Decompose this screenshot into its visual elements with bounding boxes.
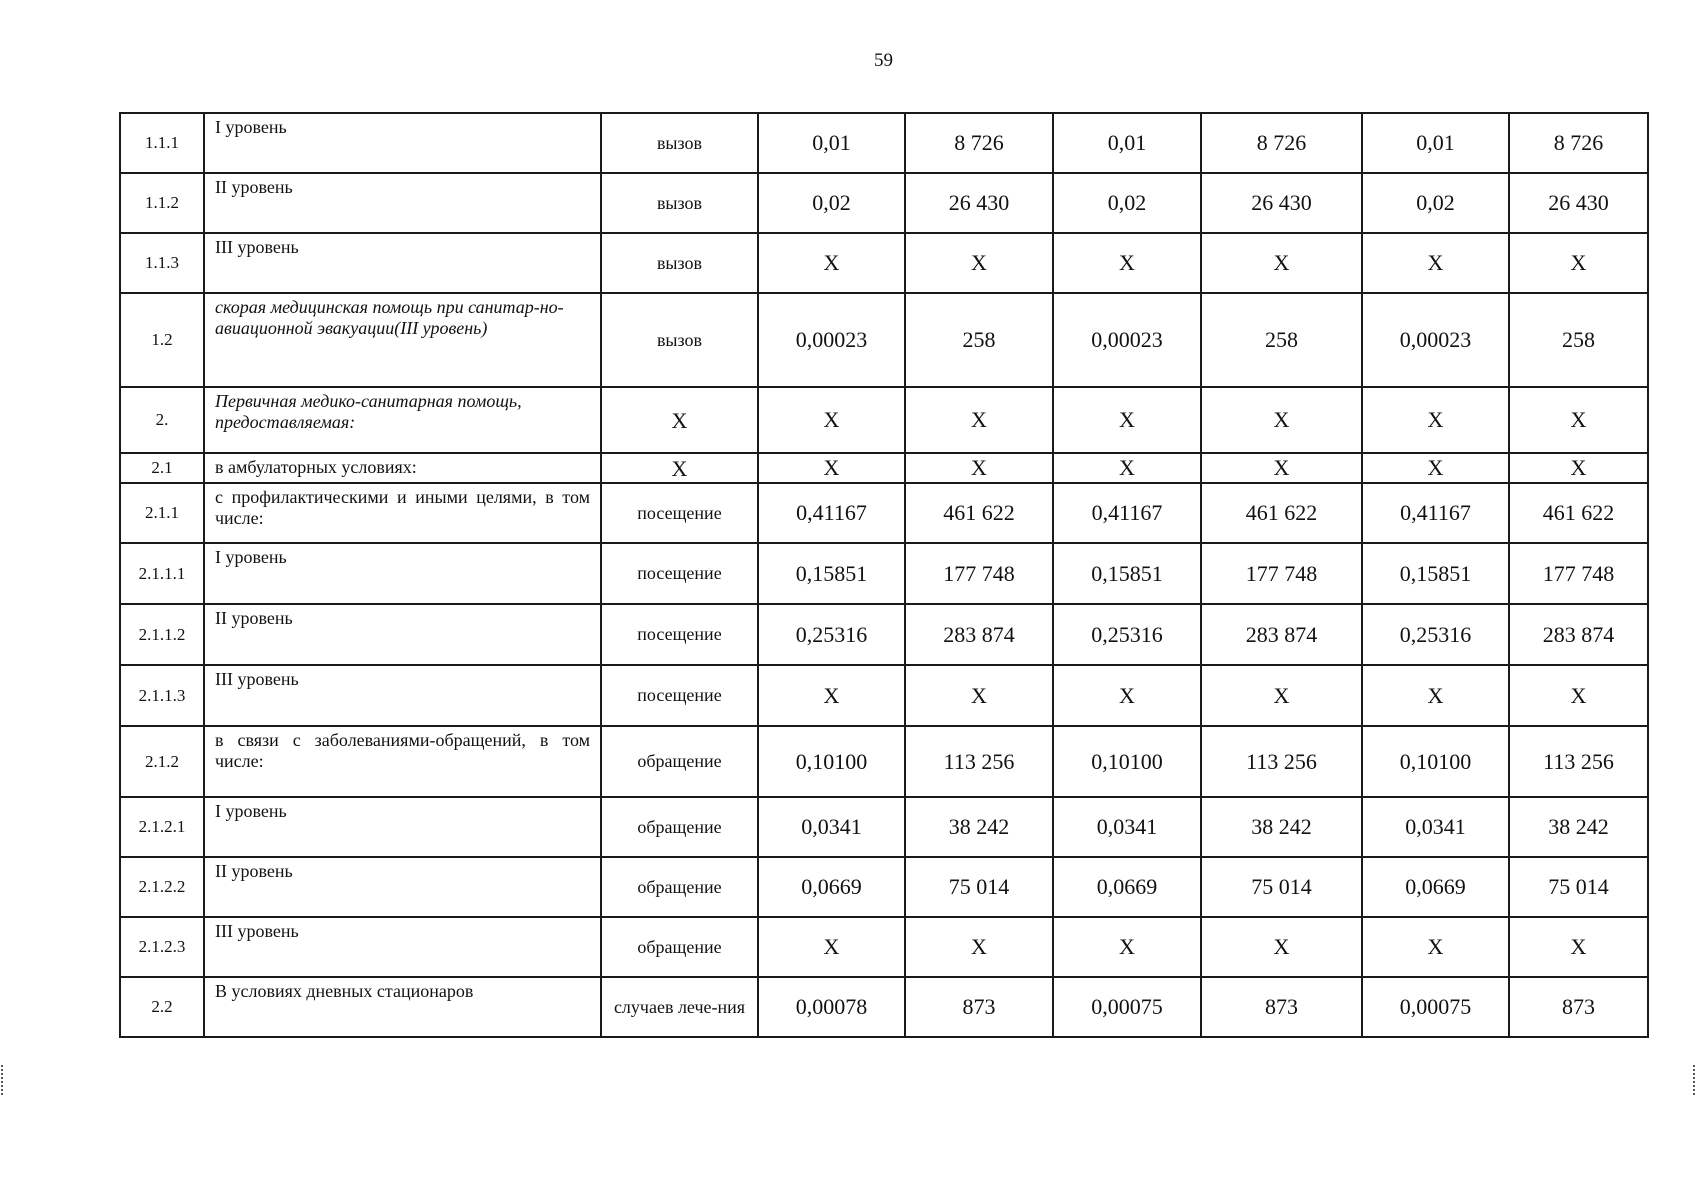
value-cell: 873 xyxy=(1201,977,1362,1037)
value-cell: 0,10100 xyxy=(1053,726,1201,797)
value-cell: 8 726 xyxy=(905,113,1053,173)
row-unit: случаев лече-ния xyxy=(601,977,758,1037)
value-cell: X xyxy=(1201,387,1362,453)
value-cell: X xyxy=(758,453,905,483)
value-cell: 177 748 xyxy=(1201,543,1362,604)
value-cell: X xyxy=(758,387,905,453)
value-cell: 0,41167 xyxy=(758,483,905,543)
table-row xyxy=(120,665,1648,726)
value-cell: X xyxy=(1362,453,1509,483)
value-cell: 0,41167 xyxy=(1053,483,1201,543)
table-row xyxy=(120,293,1648,387)
row-number: 2.2 xyxy=(120,977,204,1037)
row-unit: посещение xyxy=(601,483,758,543)
value-cell: 0,10100 xyxy=(758,726,905,797)
value-cell: X xyxy=(1201,233,1362,293)
value-cell: X xyxy=(1362,917,1509,977)
value-cell: X xyxy=(1201,917,1362,977)
table-row xyxy=(120,173,1648,233)
row-name: скорая медицинская помощь при санитар-но-авиационной эвакуации(III уровень) xyxy=(204,293,601,387)
table-row xyxy=(120,726,1648,797)
row-name: I уровень xyxy=(204,797,601,857)
value-cell: 177 748 xyxy=(1509,543,1648,604)
value-cell: 26 430 xyxy=(905,173,1053,233)
value-cell: 258 xyxy=(905,293,1053,387)
row-unit: X xyxy=(601,387,758,453)
data-table xyxy=(119,112,1649,1038)
value-cell: X xyxy=(1053,917,1201,977)
value-cell: X xyxy=(1509,917,1648,977)
value-cell: 8 726 xyxy=(1509,113,1648,173)
row-name: в связи с заболеваниями-обращений, в том числе: xyxy=(204,726,601,797)
value-cell: 0,00023 xyxy=(1053,293,1201,387)
row-unit: вызов xyxy=(601,173,758,233)
value-cell: 0,00023 xyxy=(1362,293,1509,387)
row-name: в амбулаторных условиях: xyxy=(204,453,601,483)
row-unit: X xyxy=(601,453,758,483)
value-cell: 0,00075 xyxy=(1362,977,1509,1037)
table-row xyxy=(120,917,1648,977)
value-cell: X xyxy=(1053,387,1201,453)
table-row xyxy=(120,233,1648,293)
row-number: 2.1.2.2 xyxy=(120,857,204,917)
value-cell: 75 014 xyxy=(905,857,1053,917)
value-cell: 283 874 xyxy=(1201,604,1362,665)
value-cell: 0,02 xyxy=(1362,173,1509,233)
row-number: 2.1.2.3 xyxy=(120,917,204,977)
value-cell: X xyxy=(1053,233,1201,293)
row-number: 2.1.2.1 xyxy=(120,797,204,857)
row-number: 2.1.1 xyxy=(120,483,204,543)
value-cell: 258 xyxy=(1201,293,1362,387)
row-unit: посещение xyxy=(601,604,758,665)
value-cell: X xyxy=(905,387,1053,453)
row-name: В условиях дневных стационаров xyxy=(204,977,601,1037)
row-number: 2.1.1.1 xyxy=(120,543,204,604)
value-cell: 26 430 xyxy=(1509,173,1648,233)
value-cell: 0,15851 xyxy=(1053,543,1201,604)
row-name: III уровень xyxy=(204,233,601,293)
row-unit: вызов xyxy=(601,233,758,293)
value-cell: X xyxy=(758,917,905,977)
value-cell: 0,0669 xyxy=(1362,857,1509,917)
value-cell: 0,01 xyxy=(1053,113,1201,173)
value-cell: X xyxy=(1201,453,1362,483)
row-name: II уровень xyxy=(204,173,601,233)
value-cell: X xyxy=(1509,665,1648,726)
value-cell: 177 748 xyxy=(905,543,1053,604)
value-cell: X xyxy=(905,233,1053,293)
row-number: 1.1.3 xyxy=(120,233,204,293)
row-unit: вызов xyxy=(601,293,758,387)
row-number: 1.2 xyxy=(120,293,204,387)
value-cell: 0,02 xyxy=(1053,173,1201,233)
value-cell: 0,25316 xyxy=(758,604,905,665)
value-cell: 283 874 xyxy=(905,604,1053,665)
value-cell: X xyxy=(1053,453,1201,483)
value-cell: X xyxy=(905,453,1053,483)
value-cell: 461 622 xyxy=(1201,483,1362,543)
value-cell: 75 014 xyxy=(1201,857,1362,917)
value-cell: 873 xyxy=(905,977,1053,1037)
table-row xyxy=(120,977,1648,1037)
row-name: I уровень xyxy=(204,113,601,173)
value-cell: X xyxy=(1362,387,1509,453)
row-number: 1.1.2 xyxy=(120,173,204,233)
value-cell: 113 256 xyxy=(905,726,1053,797)
value-cell: 0,0341 xyxy=(1053,797,1201,857)
value-cell: 0,02 xyxy=(758,173,905,233)
value-cell: 283 874 xyxy=(1509,604,1648,665)
value-cell: X xyxy=(758,665,905,726)
row-unit: посещение xyxy=(601,543,758,604)
value-cell: 461 622 xyxy=(1509,483,1648,543)
value-cell: 0,15851 xyxy=(758,543,905,604)
row-unit: обращение xyxy=(601,917,758,977)
value-cell: 0,01 xyxy=(758,113,905,173)
row-number: 1.1.1 xyxy=(120,113,204,173)
value-cell: 0,0341 xyxy=(758,797,905,857)
table-row xyxy=(120,453,1648,483)
value-cell: X xyxy=(905,665,1053,726)
value-cell: 461 622 xyxy=(905,483,1053,543)
value-cell: X xyxy=(1362,665,1509,726)
value-cell: 0,01 xyxy=(1362,113,1509,173)
value-cell: 873 xyxy=(1509,977,1648,1037)
value-cell: X xyxy=(1053,665,1201,726)
row-number: 2.1.1.2 xyxy=(120,604,204,665)
row-name: Первичная медико-санитарная помощь, предоставляемая: xyxy=(204,387,601,453)
right-margin-mark xyxy=(1693,1065,1697,1095)
row-name: I уровень xyxy=(204,543,601,604)
value-cell: X xyxy=(1201,665,1362,726)
row-unit: вызов xyxy=(601,113,758,173)
value-cell: 0,00075 xyxy=(1053,977,1201,1037)
value-cell: 258 xyxy=(1509,293,1648,387)
row-number: 2.1.1.3 xyxy=(120,665,204,726)
value-cell: 38 242 xyxy=(905,797,1053,857)
value-cell: 0,0669 xyxy=(1053,857,1201,917)
value-cell: 0,0669 xyxy=(758,857,905,917)
row-unit: обращение xyxy=(601,857,758,917)
row-unit: обращение xyxy=(601,726,758,797)
page-number: 59 xyxy=(874,50,893,71)
row-number: 2. xyxy=(120,387,204,453)
row-name: III уровень xyxy=(204,917,601,977)
left-margin-mark xyxy=(1,1065,5,1095)
value-cell: 0,41167 xyxy=(1362,483,1509,543)
value-cell: 0,00023 xyxy=(758,293,905,387)
row-unit: посещение xyxy=(601,665,758,726)
row-name: II уровень xyxy=(204,857,601,917)
row-number: 2.1.2 xyxy=(120,726,204,797)
value-cell: 0,0341 xyxy=(1362,797,1509,857)
value-cell: 38 242 xyxy=(1201,797,1362,857)
value-cell: X xyxy=(758,233,905,293)
value-cell: 0,25316 xyxy=(1053,604,1201,665)
value-cell: 75 014 xyxy=(1509,857,1648,917)
value-cell: X xyxy=(1362,233,1509,293)
value-cell: 26 430 xyxy=(1201,173,1362,233)
value-cell: 0,10100 xyxy=(1362,726,1509,797)
table-row xyxy=(120,113,1648,173)
value-cell: 0,25316 xyxy=(1362,604,1509,665)
table-row xyxy=(120,604,1648,665)
row-unit: обращение xyxy=(601,797,758,857)
row-name: III уровень xyxy=(204,665,601,726)
value-cell: X xyxy=(905,917,1053,977)
value-cell: X xyxy=(1509,453,1648,483)
value-cell: 113 256 xyxy=(1201,726,1362,797)
table-row xyxy=(120,483,1648,543)
row-name: с профилактическими и иными целями, в том числе: xyxy=(204,483,601,543)
table-row xyxy=(120,857,1648,917)
value-cell: X xyxy=(1509,233,1648,293)
row-name: II уровень xyxy=(204,604,601,665)
value-cell: 0,15851 xyxy=(1362,543,1509,604)
value-cell: 0,00078 xyxy=(758,977,905,1037)
table-row xyxy=(120,387,1648,453)
value-cell: 113 256 xyxy=(1509,726,1648,797)
value-cell: X xyxy=(1509,387,1648,453)
table-row xyxy=(120,797,1648,857)
row-number: 2.1 xyxy=(120,453,204,483)
value-cell: 38 242 xyxy=(1509,797,1648,857)
value-cell: 8 726 xyxy=(1201,113,1362,173)
table-row xyxy=(120,543,1648,604)
